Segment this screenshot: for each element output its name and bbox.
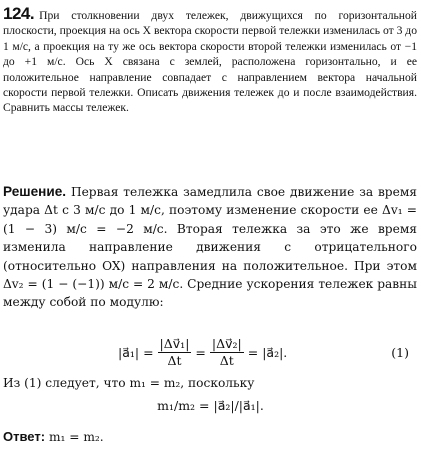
formula-equals: =: [195, 345, 206, 360]
answer-text: m₁ = m₂.: [48, 430, 104, 444]
fraction-2-numerator: |Δv⃗₂|: [211, 336, 242, 351]
formula-left: |a⃗₁| =: [118, 345, 154, 360]
formula: [118, 337, 287, 368]
equation-number: (1): [391, 345, 409, 360]
fraction-1-denominator: Δt: [167, 353, 182, 368]
fraction-2: [210, 337, 244, 368]
formula-right: = |a⃗₂|.: [247, 345, 288, 360]
solution-paragraph: [3, 183, 417, 312]
problem-number: 124.: [3, 4, 35, 23]
answer-label: Ответ:: [3, 429, 46, 444]
fraction-1: [158, 337, 192, 368]
mass-ratio-formula: m₁/m₂ = |a⃗₂|/|a⃗₁|.: [157, 398, 264, 413]
fraction-1-numerator: |Δv⃗₁|: [159, 336, 190, 351]
fraction-2-denominator: Δt: [219, 353, 234, 368]
problem-statement: [3, 6, 417, 116]
solution-label: Решение.: [3, 184, 67, 199]
equation-1: [0, 335, 421, 371]
conclusion-line: Из (1) следует, что m₁ = m₂, поскольку: [3, 376, 255, 390]
answer-line: [3, 429, 104, 444]
problem-text: При столкновении двух тележек, движущихся по горизонтальной плоскости, проекция на ось X вектора скорости первой тележки изменилась от 3 до 1 м/с, а проекция на ту же ось вектора скорости второй тележки изменилась от −1 до +1 м/с. Ось X связана с землей, расположена горизонтально, и ее положительное направление совпадает с направлением вектора начальной скорости первой тележки. Описать движения тележек до и после взаимодействия. Сравнить массы тележек.: [3, 9, 417, 115]
solution-text: Первая тележка замедлила свое движение за время удара Δt с 3 м/с до 1 м/с, поэтому изменение скорости ее Δv₁ = (1 − 3) м/с = −2 м/с. Вторая тележка за это же время изменила направление движения с отрицательного (относительно OX) направления на положительное. При этом Δv₂ = (1 − (−1)) м/с = 2 м/с. Средние ускорения тележек равны между собой по модулю:: [3, 185, 417, 310]
